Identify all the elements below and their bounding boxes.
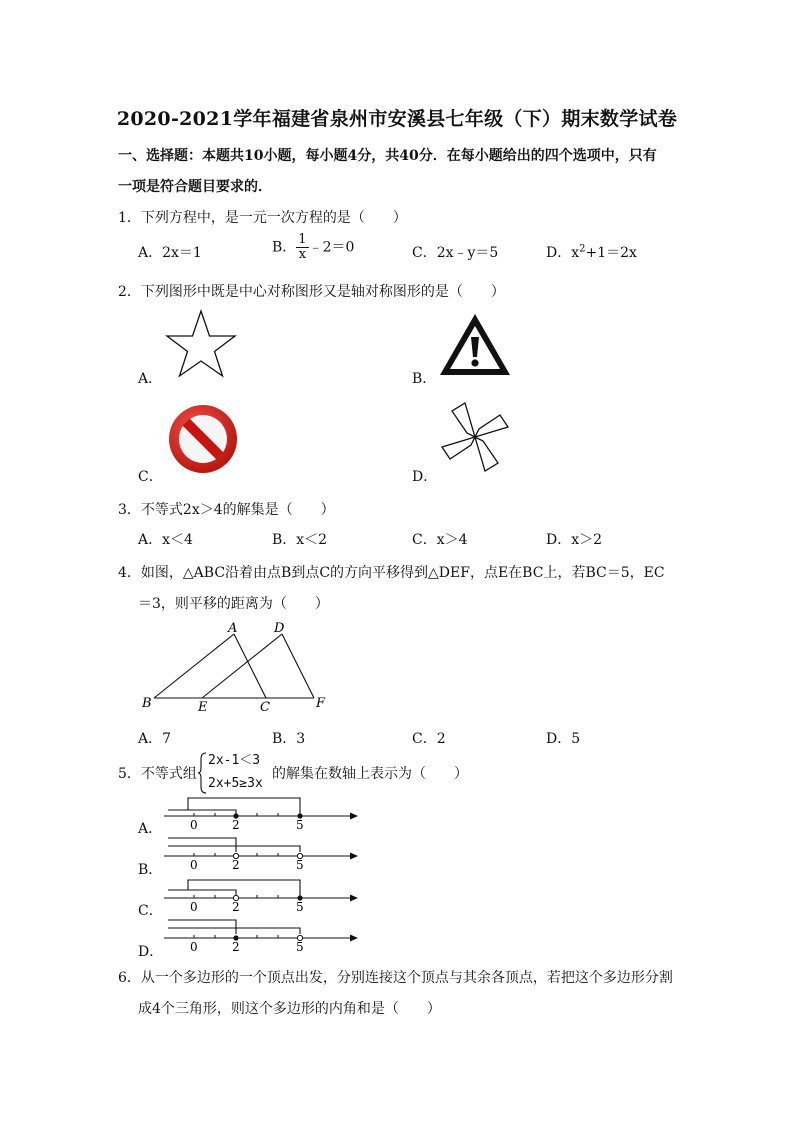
question-4-option-a: A．7 — [138, 731, 172, 747]
question-2-option-d: D． — [412, 469, 438, 485]
fraction-numerator: 1 — [298, 232, 307, 247]
question-5-stem-pre: 5．不等式组 — [118, 766, 197, 782]
label-f: F — [316, 696, 326, 711]
question-5-stem-post: 的解集在数轴上表示为（ ） — [272, 766, 468, 782]
question-3-option-a: A．x＜4 — [138, 532, 193, 548]
question-3-option-b: B．x＜2 — [272, 532, 328, 548]
question-3-option-c: C．x＞4 — [412, 532, 468, 548]
tick-label-2: 2 — [232, 818, 240, 832]
label-c: C — [260, 700, 270, 715]
question-2-stem: 2．下列图形中既是中心对称图形又是轴对称图形的是（ ） — [118, 284, 505, 300]
question-2-option-a: A． — [138, 371, 163, 387]
translation-triangles-figure — [138, 620, 338, 715]
tick-label-0: 0 — [190, 940, 198, 954]
question-1-option-c: C．2x﹣y＝5 — [412, 245, 499, 261]
left-brace-icon — [198, 752, 208, 794]
segment-df — [282, 634, 314, 698]
question-3-stem: 3．不等式2x＞4的解集是（ ） — [118, 502, 335, 518]
label-e: E — [198, 700, 208, 715]
segment-ed — [202, 634, 282, 698]
number-line-c — [160, 878, 366, 914]
number-line-b — [160, 836, 366, 872]
fraction-1-over-x — [296, 233, 308, 262]
question-5-option-b: B． — [138, 862, 163, 878]
question-3-option-d: D．x＞2 — [546, 532, 603, 548]
warning-triangle-icon — [438, 312, 512, 378]
question-6-stem-line1: 6．从一个多边形的一个顶点出发，分别连接这个顶点与其余各顶点，若把这个多边形分割 — [118, 970, 673, 986]
option-b-rest: ﹣2＝0 — [308, 239, 355, 256]
question-5-option-a: A． — [138, 821, 163, 837]
tick-label-5: 5 — [296, 940, 304, 954]
question-4-option-d: D．5 — [546, 731, 581, 747]
question-5-option-c: C． — [138, 903, 163, 919]
label-a: A — [228, 621, 238, 636]
tick-label-5: 5 — [296, 818, 304, 832]
tick-label-0: 0 — [190, 818, 198, 832]
question-4-option-c: C．2 — [412, 731, 446, 747]
question-1-option-d — [546, 242, 637, 262]
inequality-1: 2x-1＜3 — [208, 753, 261, 768]
pinwheel-icon — [438, 397, 512, 477]
tick-label-5: 5 — [296, 858, 304, 872]
tick-label-0: 0 — [190, 858, 198, 872]
question-4-option-b: B．3 — [272, 731, 306, 747]
tick-label-2: 2 — [232, 858, 240, 872]
number-line-d — [160, 918, 366, 954]
question-6-stem-line2: 成4个三角形，则这个多边形的内角和是（ ） — [138, 1001, 441, 1017]
section-heading-line1: 一、选择题：本题共10小题，每小题4分，共40分．在每小题给出的四个选项中，只有 — [118, 148, 657, 164]
star-outline-icon — [164, 308, 238, 380]
question-4-stem-line2: ＝3，则平移的距离为（ ） — [138, 596, 329, 612]
tick-label-2: 2 — [232, 940, 240, 954]
question-1-stem: 1．下列方程中，是一元一次方程的是（ ） — [118, 210, 407, 226]
question-2-option-b: B． — [412, 371, 437, 387]
exam-title: 2020-2021学年福建省泉州市安溪县七年级（下）期末数学试卷 — [116, 108, 678, 130]
option-d-post: +1＝2x — [585, 245, 637, 261]
segment-ac — [234, 634, 266, 698]
option-b-label: B． — [272, 239, 297, 256]
section-heading-line2: 一项是符合题目要求的． — [118, 179, 272, 195]
prohibition-sign-icon — [166, 403, 240, 475]
segment-ab — [154, 634, 234, 698]
question-1-option-b — [272, 233, 354, 262]
option-d-exponent: 2 — [579, 243, 586, 255]
fraction-denominator: x — [298, 247, 307, 262]
tick-label-2: 2 — [232, 900, 240, 914]
tick-label-0: 0 — [190, 900, 198, 914]
tick-label-5: 5 — [296, 900, 304, 914]
question-4-stem-line1: 4．如图，△ABC沿着由点B到点C的方向平移得到△DEF，点E在BC上，若BC＝5，EC — [118, 565, 665, 581]
question-5-option-d: D． — [138, 944, 164, 960]
label-d: D — [274, 621, 285, 636]
inequality-2: 2x+5≥3x — [208, 776, 263, 791]
option-d-pre: D．x — [546, 245, 580, 261]
label-b: B — [142, 696, 152, 711]
question-2-option-c: C． — [138, 469, 163, 485]
question-1-option-a: A．2x＝1 — [138, 245, 202, 261]
number-line-a — [160, 796, 366, 832]
